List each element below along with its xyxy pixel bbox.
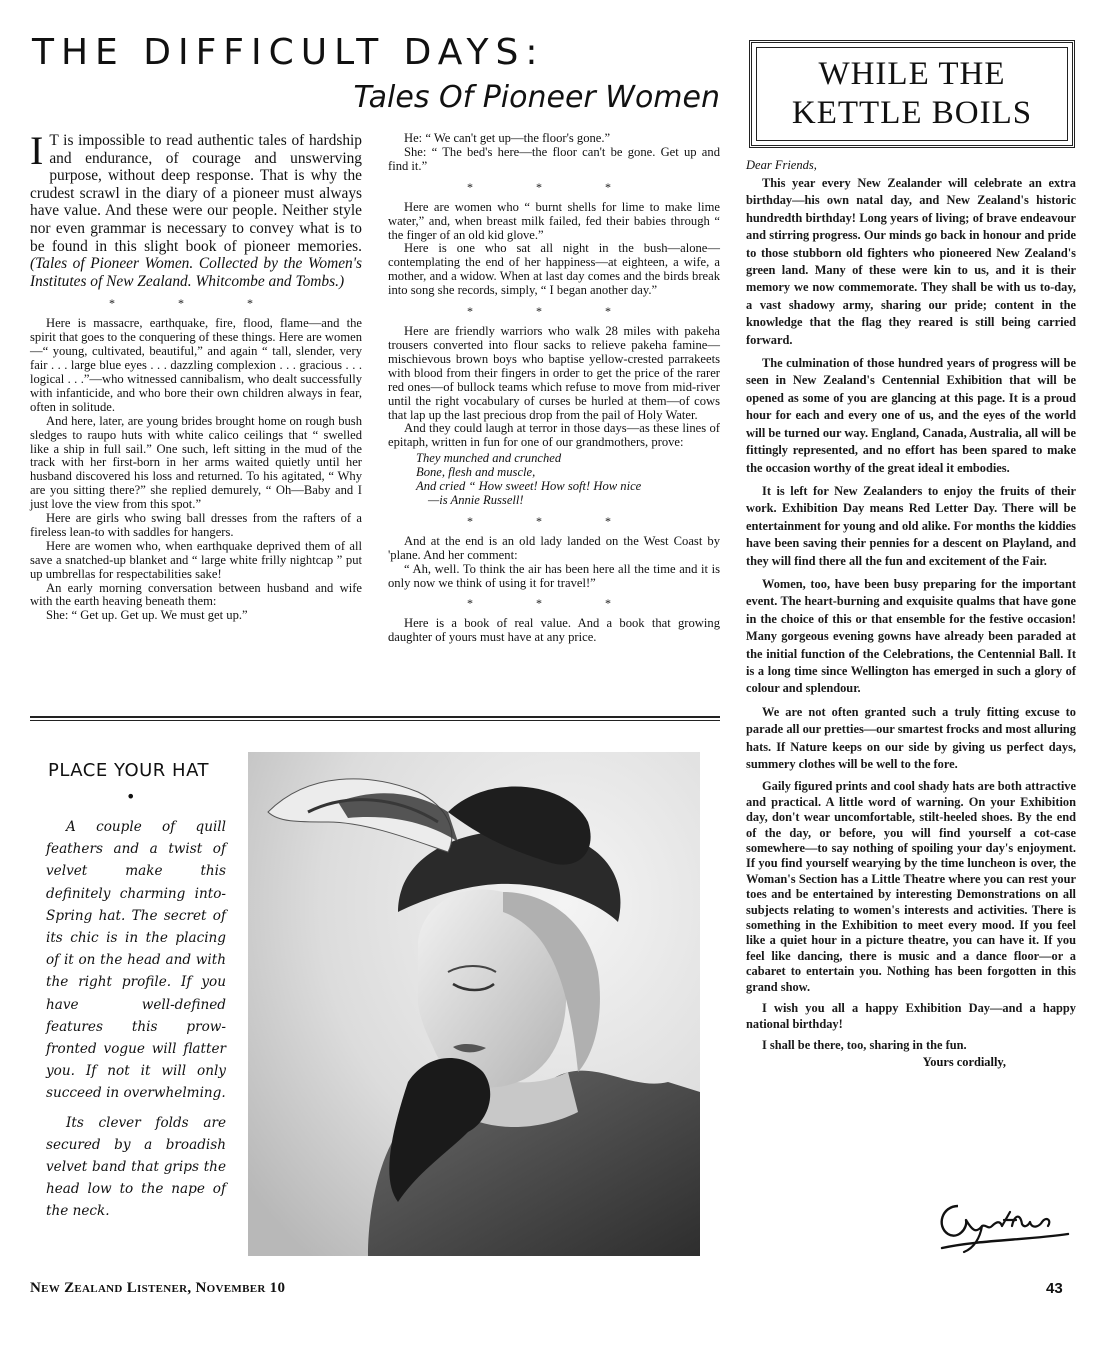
- book-citation: (Tales of Pioneer Women. Collected by the Women's Institutes of New Zealand. Whitcombe and Tombs.): [30, 255, 362, 290]
- section-separator: * * *: [467, 596, 641, 611]
- drop-cap: I: [30, 128, 44, 173]
- verse-line: They munched and crunched: [416, 451, 562, 466]
- letter-paragraph: Women, too, have been busy preparing for the important event. The heart-burning and exquisite qualms that have gone in the choice of this or that ensemble for the festive occasion! Many gorgeous evening gowns have already been paraded at the initial function of the Celebrations, the Centennial Ball. It is a long time since Wellington has emerged in such a glory of colour and splendour.: [746, 576, 1076, 696]
- dialogue-line: He: “ We can't get up—the floor's gone.”: [404, 131, 611, 145]
- column-title: [752, 55, 1072, 133]
- kettle-column: [746, 158, 1076, 1070]
- paragraph: Here is one who sat all night in the bush—alone—contemplating the end of her happiness—at eighteen, a wife, a mother, and a widow. When at last day comes and the birds break into song she records, simply, “ I began another day.”: [388, 241, 720, 298]
- publication-footer: New Zealand Listener, November 10: [30, 1280, 286, 1296]
- letter-closing: Yours cordially,: [922, 1055, 1006, 1070]
- signature: [928, 1190, 1078, 1260]
- paragraph: And here, later, are young brides brought home on rough bush sledges to raupo huts with white calico ceilings that “ swelled like a ship in full sail.” One such, left sitting in the mud of the track with her first-born in her arms waited quietly until her husband discovered his loss and returned. To his agitated, “ Why are you sitting there?” she replied demurely, “ Oh—Baby and I just love the view from this spot.”: [30, 413, 362, 512]
- hat-model-photo: [248, 752, 700, 1256]
- letter-paragraph: This year every New Zealander will celebrate an extra birthday—his own natal day, and New Zealand's historic hundredth birthday! Long years of living; of brave endeavour and stirring progress. Our minds go back in honour and pride to those stubborn old fighters who pioneered New Zealand's green land. Many of these were kin to us, and it is their memory we now commemorate. They shall be with us to-day, a vast shadowy army, sharing our pride; content in the knowledge that the flag they reared is still being carried forward.: [746, 176, 1076, 347]
- paragraph: And at the end is an old lady landed on the West Coast by 'plane. And her comment:: [388, 533, 720, 562]
- paragraph: Here is a book of real value. And a book that growing daughter of yours must have at any price.: [388, 616, 720, 645]
- hat-heading: PLACE YOUR HAT: [48, 760, 209, 781]
- paragraph: She: “ Get up. Get up. We must get up.”: [46, 608, 248, 623]
- page-number: 43: [1046, 1280, 1063, 1297]
- section-separator: * * *: [467, 179, 641, 194]
- salutation: Dear Friends,: [746, 158, 817, 172]
- section-separator: * * *: [467, 304, 641, 319]
- column-title-line: KETTLE BOILS: [791, 95, 1033, 131]
- paragraph: Here are girls who swing ball dresses from the rafters of a fireless lean-to with saddles for hangers.: [30, 511, 362, 539]
- article-lead: [30, 128, 362, 290]
- paragraph: Here is massacre, earthquake, fire, flood, flame—and the spirit that goes to the conquering of these things. Here are women—“ young, cultivated, beautiful,” and again “ tall, slender, very fair . . . large blue eyes . . . dazzling complexion . . . gracious . . . logical . . .”—who witnessed cannibalism, who dealt successfully with infanticide, and who bore their own children always in fear, often in solitude.: [30, 316, 362, 414]
- article-column-1: [30, 128, 362, 623]
- section-divider: [30, 716, 720, 718]
- verse-line: Bone, flesh and muscle,: [416, 465, 536, 480]
- section-separator: * * *: [467, 513, 641, 528]
- column-title-box: [749, 40, 1075, 148]
- article-headline: THE DIFFICULT DAYS:: [32, 32, 545, 73]
- paragraph: Here are friendly warriors who walk 28 miles with pakeha trousers converted into flour sacks to relieve pakeha famine—mischievous brown boys who baptise yellow-crested parrakeets with blood from their fingers in order to get the price of the rarer red ones—of bullock teams which refuse to move from mid-river until the right vocabulary of curses be hurled at them—of cows that lap up the last precious drop from the pail of Holy Water.: [388, 324, 720, 422]
- column-title-line: WHILE THE: [818, 56, 1006, 92]
- verse-line: —is Annie Russell!: [428, 492, 524, 507]
- paragraph: Here are women who “ burnt shells for lime to make lime water,” and, when breast milk failed, fed their babies through “ the finger of an old kid glove.”: [388, 199, 720, 242]
- paragraph: An early morning conversation between husband and wife with the earth heaving beneath them:: [30, 580, 362, 609]
- section-divider: [30, 720, 720, 721]
- letter-paragraph: It is left for New Zealanders to enjoy the fruits of their work. Exhibition Day means Red Letter Day. There will be entertainment for young and old alike. For months the kiddies have been saving their pennies for a descent on Playland, and they will find there all the fun and excitement of the Fair.: [746, 483, 1076, 568]
- epitaph-verse: [416, 452, 720, 508]
- article-subhead: Tales Of Pioneer Women: [353, 80, 720, 115]
- letter-paragraph: Gaily figured prints and cool shady hats are both attractive and practical. A little word of warning. On your Exhibition day, don't wear uncomfortable, stilt-heeled shoes. By the end of the day, or before, you will find yourself a cot-case somewhere—to say nothing of spoiling your day's enjoyment. If you find yourself wearying by the time luncheon is over, the Woman's Section has a Little Theatre where you can rest your toes and be entertained by interesting Demonstrations on all subjects relating to women's interests and activities. There is something in the Exhibition to meet every mood. If you feel like a quiet hour in a picture theatre, you can have it. If you feel like dancing, there is music and a dance floor—or a cabaret to entertain you. Nothing has been forgotten in this grand show.: [746, 779, 1076, 994]
- letter-paragraph: The culmination of those hundred years of progress will be seen in New Zealand's Centennial Exhibition that will be opened as some of you are glancing at this page. It is a proud hour for each and every one of us, and the eyes of the world will be turned our way. England, Canada, Australia, all will be fittingly represented, and no effort has been spared to make the occasion worthy of the great ideal it embodies.: [746, 356, 1076, 475]
- paragraph: “ Ah, well. To think the air has been here all the time and it is only now we think of using it for travel!”: [388, 561, 720, 590]
- caption-paragraph: A couple of quill feathers and a twist of velvet make this definitely charming into-Spring hat. The secret of its chic is in the placing of it on the head and with the right profile. If you have well-defined features this prow-fronted vogue will flatter you. If not it will only succeed in overwhelming.: [46, 819, 226, 1102]
- section-separator: * * *: [109, 296, 283, 311]
- hat-caption: [46, 816, 226, 1230]
- bullet: •: [126, 787, 136, 806]
- paragraph: And they could laugh at terror in those days—as these lines of epitaph, written in fun for one of our grandmothers, prove:: [388, 421, 720, 450]
- caption-paragraph: Its clever folds are secured by a broadish velvet band that grips the head low to the nape of the neck.: [46, 1114, 226, 1220]
- article-column-2: [388, 132, 720, 645]
- verse-line: And cried “ How sweet! How soft! How nice: [416, 479, 642, 494]
- paragraph: Here are women who, when earthquake deprived them of all save a snatched-up blanket and “ large white frilly nightcap ” put up umbrellas for respectabilities sake!: [30, 538, 362, 581]
- letter-paragraph: I shall be there, too, sharing in the fun.: [762, 1037, 967, 1052]
- lead-text: T is impossible to read authentic tales of hardship and endurance, of courage and unswerving purpose, without deep response. That is why the crudest scrawl in the diary of a pioneer must always have value. And these were our people. Neither style nor even grammar is necessary to convey what is to be found in this slight book of pioneer memories.: [30, 132, 362, 255]
- letter-paragraph: I wish you all a happy Exhibition Day—and a happy national birthday!: [746, 1001, 1076, 1031]
- letter-paragraph: We are not often granted such a truly fitting excuse to parade all our pretties—our smartest frocks and most alluring hats. If Nature keeps on our side by giving us perfect days, summery clothes will be well to the fore.: [746, 704, 1076, 771]
- dialogue-line: She: “ The bed's here—the floor can't be gone. Get up and find it.”: [388, 144, 720, 173]
